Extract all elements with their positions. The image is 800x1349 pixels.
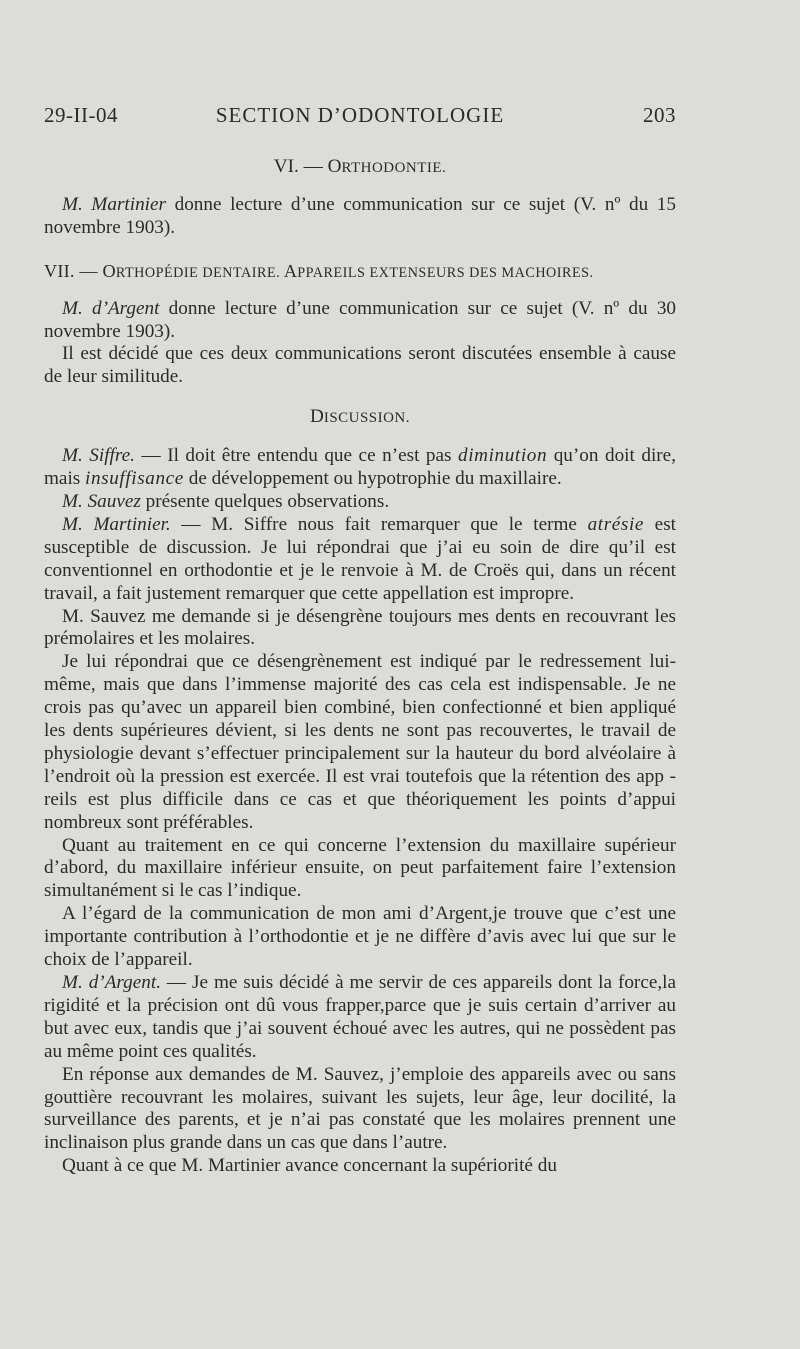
section-title-rest: RTHODONTIE. bbox=[341, 160, 447, 176]
page-body bbox=[44, 156, 676, 1178]
paragraph-text: — Je me suis décidé à me servir de ces appareils dont la force,la rigidité et la précision ont dû vous frapper,parce que je suis certain d’arriver au but avec eux, tandis que j’ai souvent échoué avec les autres, qui ne possèdent pas au même point ces qualités. bbox=[44, 972, 676, 1062]
speaker-name: M. d’Argent. bbox=[62, 972, 161, 993]
section-title-rest: RTHOPÉDIE DENTAIRE. bbox=[115, 264, 281, 281]
emphasized-term: insuffisance bbox=[85, 468, 184, 490]
emphasized-term: diminution bbox=[458, 445, 548, 467]
header-date: 29-II-04 bbox=[44, 103, 118, 127]
section-title-rest: ISCUSSION. bbox=[323, 410, 410, 427]
running-header bbox=[44, 103, 676, 137]
paragraph bbox=[44, 491, 676, 514]
section-number: VII. — bbox=[44, 260, 98, 281]
paragraph-text: donne lecture d’une communication sur ce sujet (V. nº du 15 novembre 1903). bbox=[44, 193, 676, 238]
paragraph-text: qu’on doit dire, mais bbox=[44, 445, 676, 490]
paragraph bbox=[44, 514, 676, 606]
paragraph-text: présente quelques observations. bbox=[140, 490, 390, 512]
section-heading-vii bbox=[44, 260, 676, 285]
section-title-initial: D bbox=[310, 406, 324, 428]
section-title-initial: A bbox=[283, 260, 298, 281]
speaker-name: M. Sauvez bbox=[62, 490, 141, 512]
paragraph-text: est susceptible de discussion. Je lui répondrai que j’ai eu soin de dire qu’il est conventionnel en orthodontie et je le renvoie à M. de Croës qui, dans un récent travail, a fait justement remarquer que cette appellation est impropre. bbox=[44, 513, 676, 604]
section-title-initial: O bbox=[327, 156, 342, 177]
paragraph: Quant à ce que M. Martinier avance concernant la supériorité du bbox=[62, 1155, 557, 1177]
section-title-rest: PPAREILS EXTENSEURS DES MACHOIRES. bbox=[297, 264, 594, 281]
discussion-heading bbox=[44, 406, 676, 430]
emphasized-term: atrésie bbox=[587, 513, 645, 535]
paragraph bbox=[44, 445, 676, 491]
speaker-name: M. Siffre. bbox=[62, 445, 135, 467]
section-number: VI. — bbox=[273, 156, 323, 177]
paragraph-text: — Il doit être entendu que ce n’est pas bbox=[134, 445, 459, 467]
page-number: 203 bbox=[643, 103, 676, 127]
paragraph bbox=[44, 298, 676, 344]
section-heading-vi bbox=[44, 156, 676, 180]
paragraph: Il est décidé que ces deux communications seront discutées ensemble à cause de leur similitude. bbox=[44, 343, 676, 388]
paragraph-text: de développement ou hypotrophie du maxillaire. bbox=[183, 468, 562, 490]
section-title-initial: O bbox=[102, 260, 116, 281]
paragraph: En réponse aux demandes de M. Sauvez, j’emploie des appareils avec ou sans gouttière recouvrant les molaires, suivant les sujets, leur âge, leur docilité, la surveillance des parents, et je n’ai pas constaté que les molaires prennent une inclinaison plus grande dans un cas que dans l’autre. bbox=[44, 1063, 676, 1154]
paragraph-text: donne lecture d’une communication sur ce sujet (V. nº du 30 novembre 1903). bbox=[44, 297, 677, 342]
speaker-name: M. Martinier. bbox=[62, 513, 171, 535]
speaker-name: M. Martinier bbox=[62, 193, 166, 215]
speaker-name: M. d’Argent bbox=[62, 297, 160, 319]
paragraph-text: — M. Siffre nous fait remarquer que le terme bbox=[170, 513, 588, 535]
paragraph: A l’égard de la communication de mon ami d’Argent,je trouve que c’est une importante contribution à l’orthodontie et je ne diffère d’avis avec lui que sur le choix de l’appareil. bbox=[44, 903, 676, 971]
paragraph: Je lui répondrai que ce désengrènement est indiqué par le redressement lui-même, mais que dans l’immense majorité des cas cela est indispensable. Je ne crois pas qu’avec un appareil bien combiné, bien confectionné et bien appliqué les dents supérieures dévient, si les dents ne sont pas recouvertes, le travail de physiologie devant s’effectuer principalement sur la hauteur du bord alvéolaire à l’endroit où la pression est exercée. Il est vrai toutefois que la rétention des app - reils est plus difficile dans ce cas et que théoriquement les points d’appui nombreux sont préférables. bbox=[44, 651, 676, 833]
paragraph bbox=[44, 972, 676, 1064]
paragraph: Quant au traitement en ce qui concerne l’extension du maxillaire supérieur d’abord, du maxillaire inférieur ensuite, on peut parfaitement faire l’extension simultanément si le cas l’indique. bbox=[44, 834, 676, 902]
header-title: SECTION D’ODONTOLOGIE bbox=[215, 103, 505, 127]
paragraph: M. Sauvez me demande si je désengrène toujours mes dents en recouvrant les prémolaires et les molaires. bbox=[44, 605, 676, 650]
paragraph bbox=[44, 194, 676, 240]
